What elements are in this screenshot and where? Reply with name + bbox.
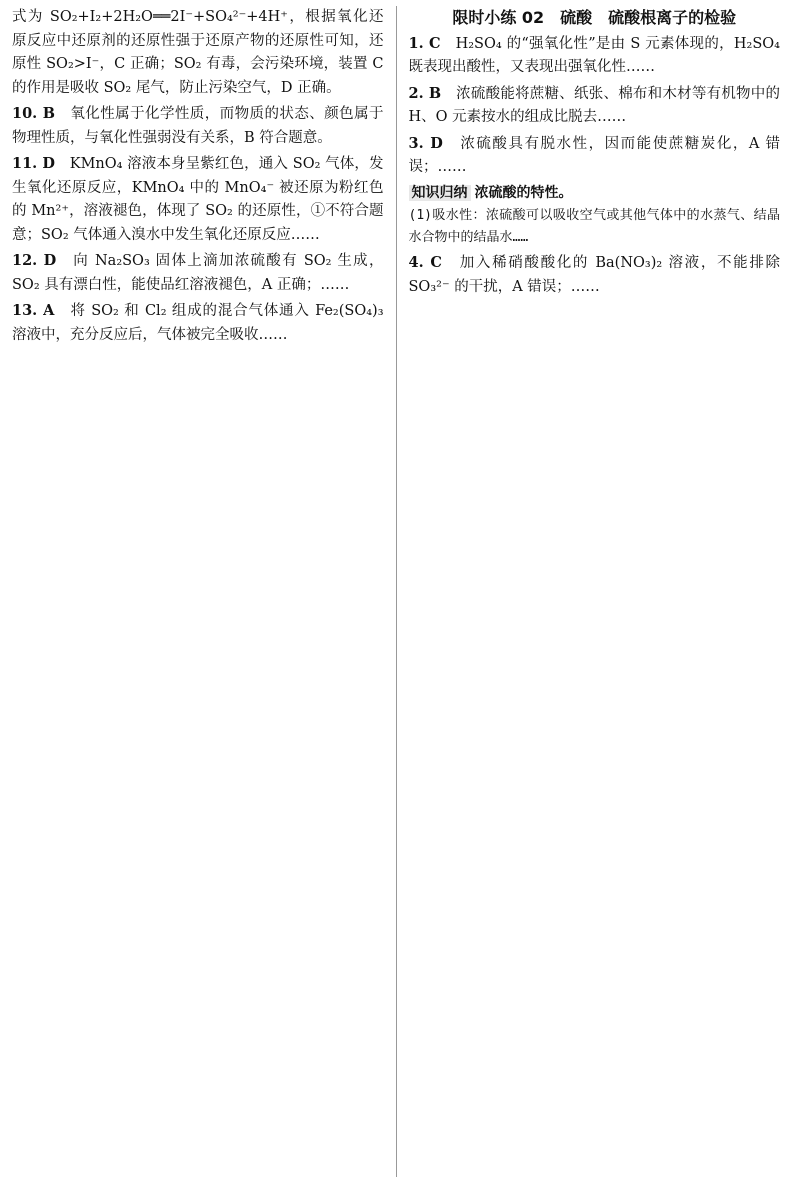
answer-text: H₂SO₄ 的“强氧化性”是由 S 元素体现的，H₂SO₄ 既表现出酸性，又表现出强氧化性…… [408,35,780,75]
column-divider [396,6,397,1177]
right-column [409,6,781,1177]
answer-11 [12,152,384,247]
answer-4 [409,251,781,299]
answer-number: 1. C [408,34,441,52]
paragraph-continuation: 式为 SO₂+I₂+2H₂O══2I⁻+SO₄²⁻+4H⁺，根据氧化还原反应中还原剂的还原性强于还原产物的还原性可知，还原性 SO₂>I⁻，C 正确；SO₂ 有毒，会污染环境，装置 C 的作用是吸收 SO₂ 尾气，防止污染空气，D 正确。 [12,9,384,96]
answer-1 [409,32,781,80]
knowledge-summary-heading [409,182,573,206]
answer-13 [12,299,384,347]
answer-3 [409,132,781,180]
answer-10 [12,102,384,150]
answer-number: 13. A [12,302,55,319]
answer-2 [409,82,781,130]
knowledge-summary-tag: 知识归纳 [409,185,471,201]
answer-number: 10. B [12,105,55,122]
knowledge-summary-title: 浓硫酸的特性。 [474,184,573,201]
answer-text: 加入稀硝酸酸化的 Ba(NO₃)₂ 溶液，不能排除 SO₃²⁻ 的干扰，A 错误；…… [408,255,780,295]
answer-number: 12. D [12,252,57,269]
answer-text: 将 SO₂ 和 Cl₂ 组成的混合气体通入 Fe₂(SO₄)₃ 溶液中，充分反应后，气体被完全吸收…… [12,303,384,343]
answer-text: 氧化性属于化学性质，而物质的状态、颜色属于物理性质，与氧化性强弱没有关系，B 符合题意。 [12,106,384,146]
answer-text: 浓硫酸具有脱水性，因而能使蔗糖炭化，A 错误；…… [408,135,780,175]
answer-text: 向 Na₂SO₃ 固体上滴加浓硫酸有 SO₂ 生成，SO₂ 具有漂白性，能使品红溶液褪色，A 正确；…… [12,253,384,293]
answer-number: 2. B [408,84,442,102]
answer-text: 浓硫酸能将蔗糖、纸张、棉布和木材等有机物中的 H、O 元素按水的组成比脱去…… [408,85,780,125]
answer-number: 3. D [408,134,443,152]
answer-number: 11. D [12,155,55,172]
left-column [12,6,384,1177]
answer-12 [12,249,384,297]
answer-number: 4. C [408,254,442,271]
answer-text: KMnO₄ 溶液本身呈紫红色，通入 SO₂ 气体，发生氧化还原反应，KMnO₄ 中的 MnO₄⁻ 被还原为粉红色的 Mn²⁺，溶液褪色，体现了 SO₂ 的还原性，①不符合题意；SO₂ 气体通入溴水中发生氧化还原反应…… [12,156,384,243]
knowledge-summary-text: (1)吸水性：浓硫酸可以吸收空气或其他气体中的水蒸气、结晶水合物中的结晶水…… [408,208,780,245]
section-title: 限时小练 02 硫酸 硫酸根离子的检验 [452,8,737,27]
